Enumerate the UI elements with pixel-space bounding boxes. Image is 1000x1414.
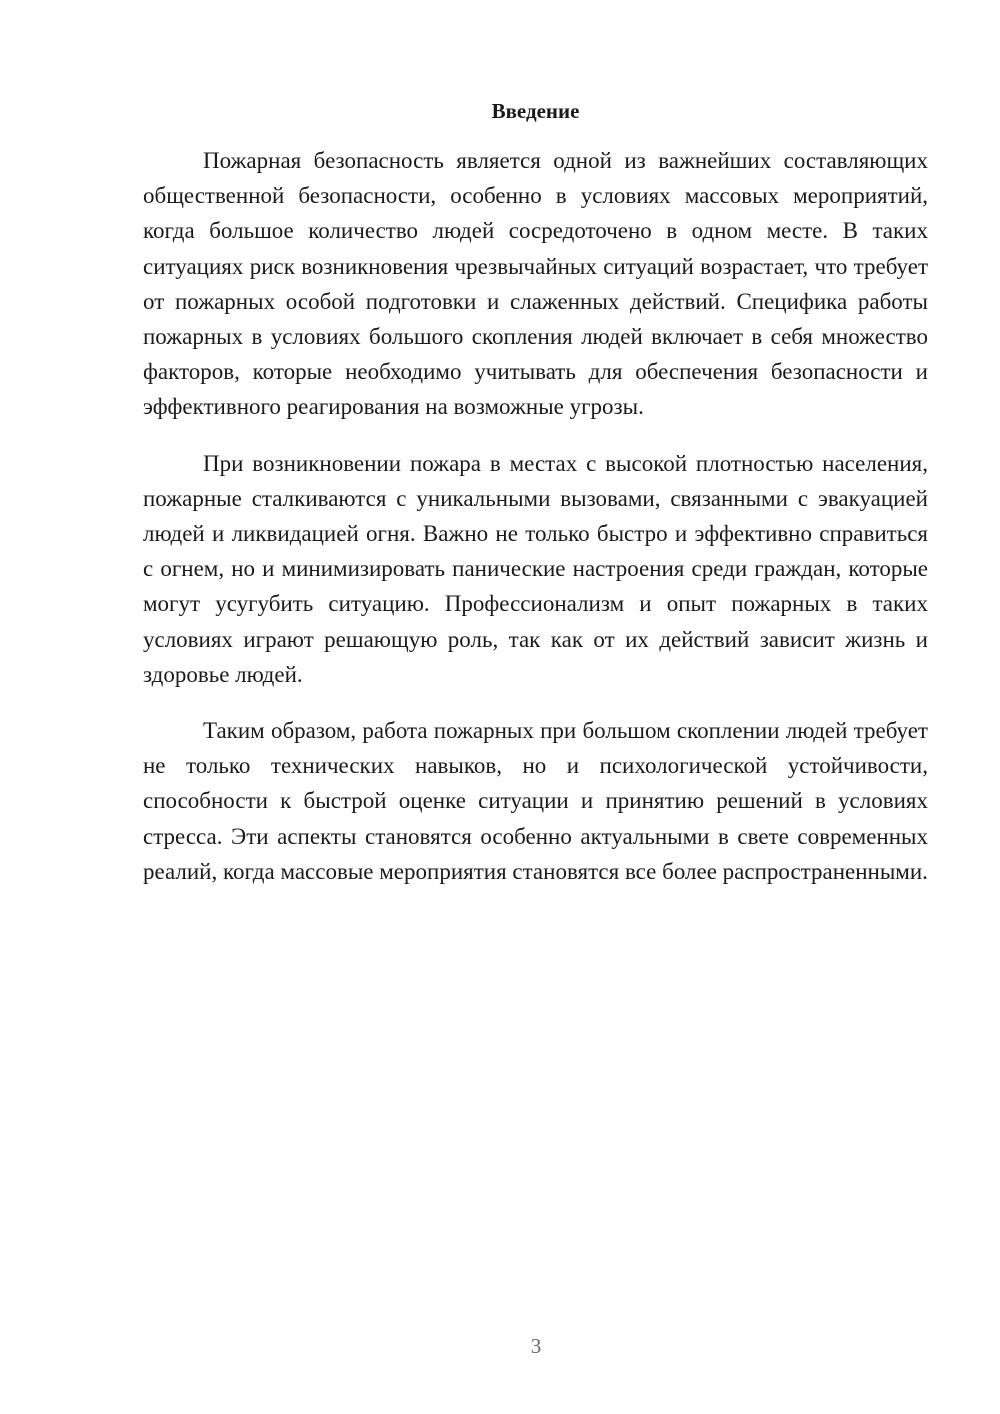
paragraph-3: Таким образом, работа пожарных при большом скоплении людей требует не только технических навыков, но и психологической устойчивости, способности к быстрой оценке ситуации и принятию решений в условиях стресса. Эти аспекты становятся особенно актуальными в свете современных реалий, когда массовые мероприятия становятся все более распространенными.: [143, 718, 928, 884]
paragraph-2: При возникновении пожара в местах с высокой плотностью населения, пожарные сталкиваются с уникальными вызовами, связанными с эвакуацией людей и ликвидацией огня. Важно не только быстро и эффективно справиться с огнем, но и минимизировать панические настроения среди граждан, которые могут усугубить ситуацию. Профессионализм и опыт пожарных в таких условиях играют решающую роль, так как от их действий зависит жизнь и здоровье людей.: [143, 450, 928, 687]
document-body: [143, 143, 928, 910]
page-number: 3: [530, 1334, 542, 1358]
paragraph-1: Пожарная безопасность является одной из важнейших составляющих общественной безопасности, особенно в условиях массовых мероприятий, когда большое количество людей сосредоточено в одном месте. В таких ситуациях риск возникновения чрезвычайных ситуаций возрастает, что требует от пожарных особой подготовки и слаженных действий. Специфика работы пожарных в условиях большого скопления людей включает в себя множество факторов, которые необходимо учитывать для обеспечения безопасности и эффективного реагирования на возможные угрозы.: [143, 148, 928, 420]
section-heading: Введение: [491, 99, 580, 123]
